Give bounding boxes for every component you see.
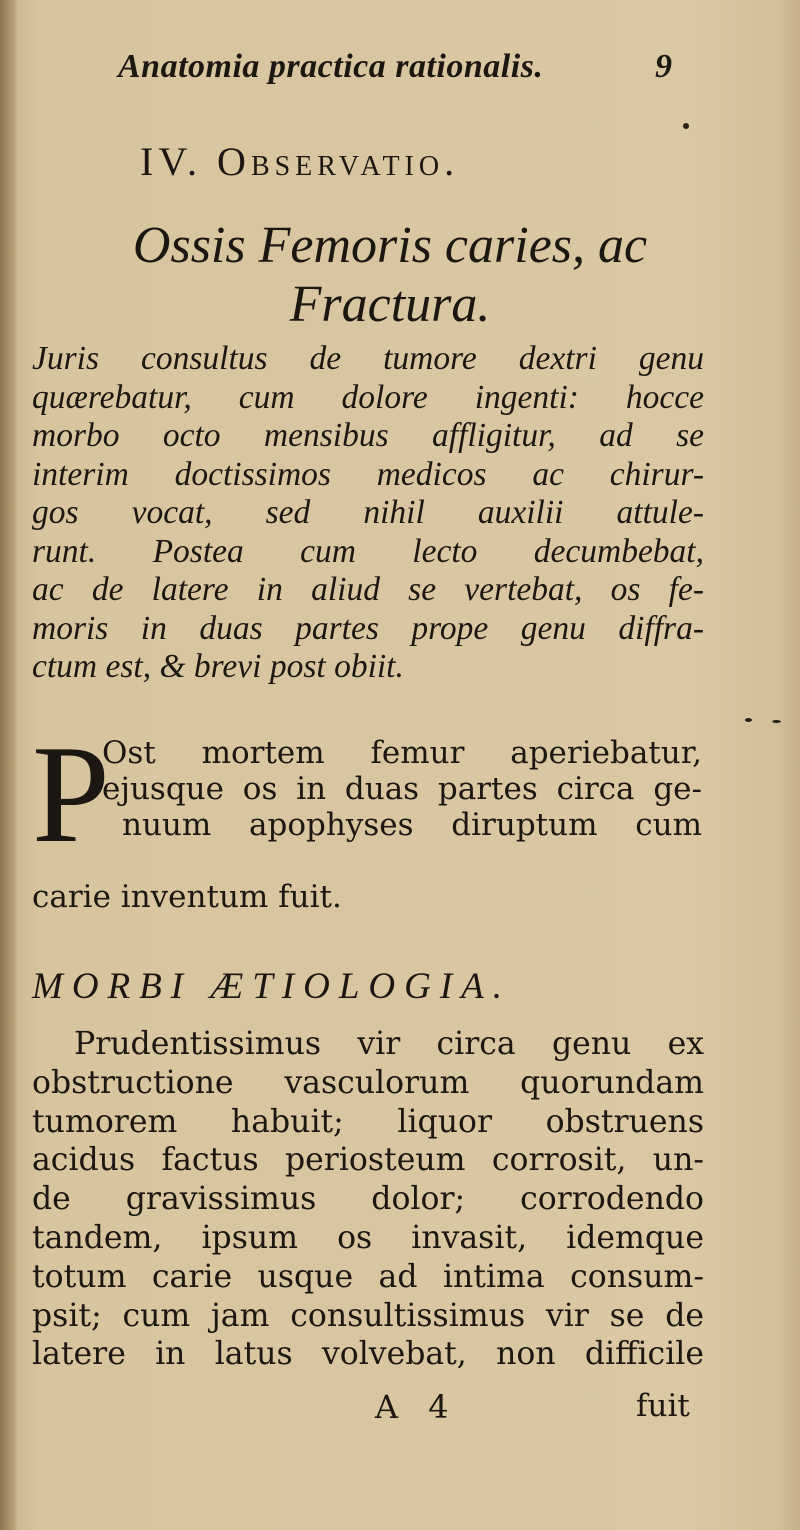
paragraph-line: ejusque os in duas partes circa ge-: [102, 771, 702, 807]
paragraph-line: tandem, ipsum os invasit, idemque: [32, 1219, 704, 1256]
observation-title-line-1: Ossis Femoris caries, ac: [132, 217, 648, 274]
case-summary: [32, 340, 704, 687]
observation-heading: IV. Observatio.: [140, 139, 460, 184]
paragraph-line: acidus factus periosteum corrosit, un-: [32, 1142, 704, 1179]
summary-line: moris in duas partes prope genu diffra-: [32, 609, 704, 647]
paragraph-line: totum carie usque ad intima consum-: [32, 1258, 704, 1295]
drop-cap: P: [32, 717, 110, 872]
catchword: fuit: [636, 1388, 690, 1424]
autopsy-paragraph: [102, 735, 702, 843]
summary-line: gos vocat, sed nihil auxilii attule-: [32, 494, 704, 531]
summary-line: ctum est, & brevi post obiit.: [32, 648, 404, 685]
summary-line: ac de latere in aliud se vertebat, os fe-: [32, 571, 704, 608]
summary-line: Juris consultus de tumore dextri genu: [32, 340, 704, 377]
ink-speck: [683, 123, 689, 129]
summary-line: quærebatur, cum dolore ingenti: hocce: [32, 378, 704, 416]
summary-line: morbo octo mensibus affligitur, ad se: [32, 417, 704, 454]
paragraph-line: psit; cum jam consultissimus vir se de: [32, 1297, 704, 1334]
paragraph-line: tumorem habuit; liquor obstruens: [32, 1103, 704, 1140]
summary-line: interim doctissimos medicos ac chirur-: [32, 455, 704, 493]
paragraph-line: Ost mortem femur aperiebatur,: [102, 735, 702, 771]
observation-title-line-2: Fractura.: [289, 276, 491, 333]
paragraph-line: de gravissimus dolor; corrodendo: [32, 1181, 704, 1218]
running-header: [110, 48, 710, 88]
summary-line: runt. Postea cum lecto decumbebat,: [32, 532, 704, 570]
paragraph-line: latere in latus volvebat, non difficile: [32, 1336, 704, 1373]
paragraph-line: carie inventum fuit.: [32, 879, 342, 915]
signature-mark: A 4: [375, 1388, 459, 1426]
running-title: Anatomia practica rationalis.: [118, 48, 544, 85]
page-number: 9: [655, 48, 672, 85]
paragraph-line: Prudentissimus vir circa genu ex: [74, 1026, 704, 1062]
paragraph-line: nuum apophyses diruptum cum: [122, 807, 702, 843]
page-gutter: [0, 0, 18, 1530]
aetiology-paragraph: [32, 1025, 704, 1374]
ink-speck: [772, 720, 781, 723]
ink-speck: [745, 718, 752, 722]
aetiology-heading: MORBI ÆTIOLOGIA.: [32, 966, 512, 1007]
paragraph-line: obstructione vasculorum quorundam: [32, 1064, 704, 1101]
